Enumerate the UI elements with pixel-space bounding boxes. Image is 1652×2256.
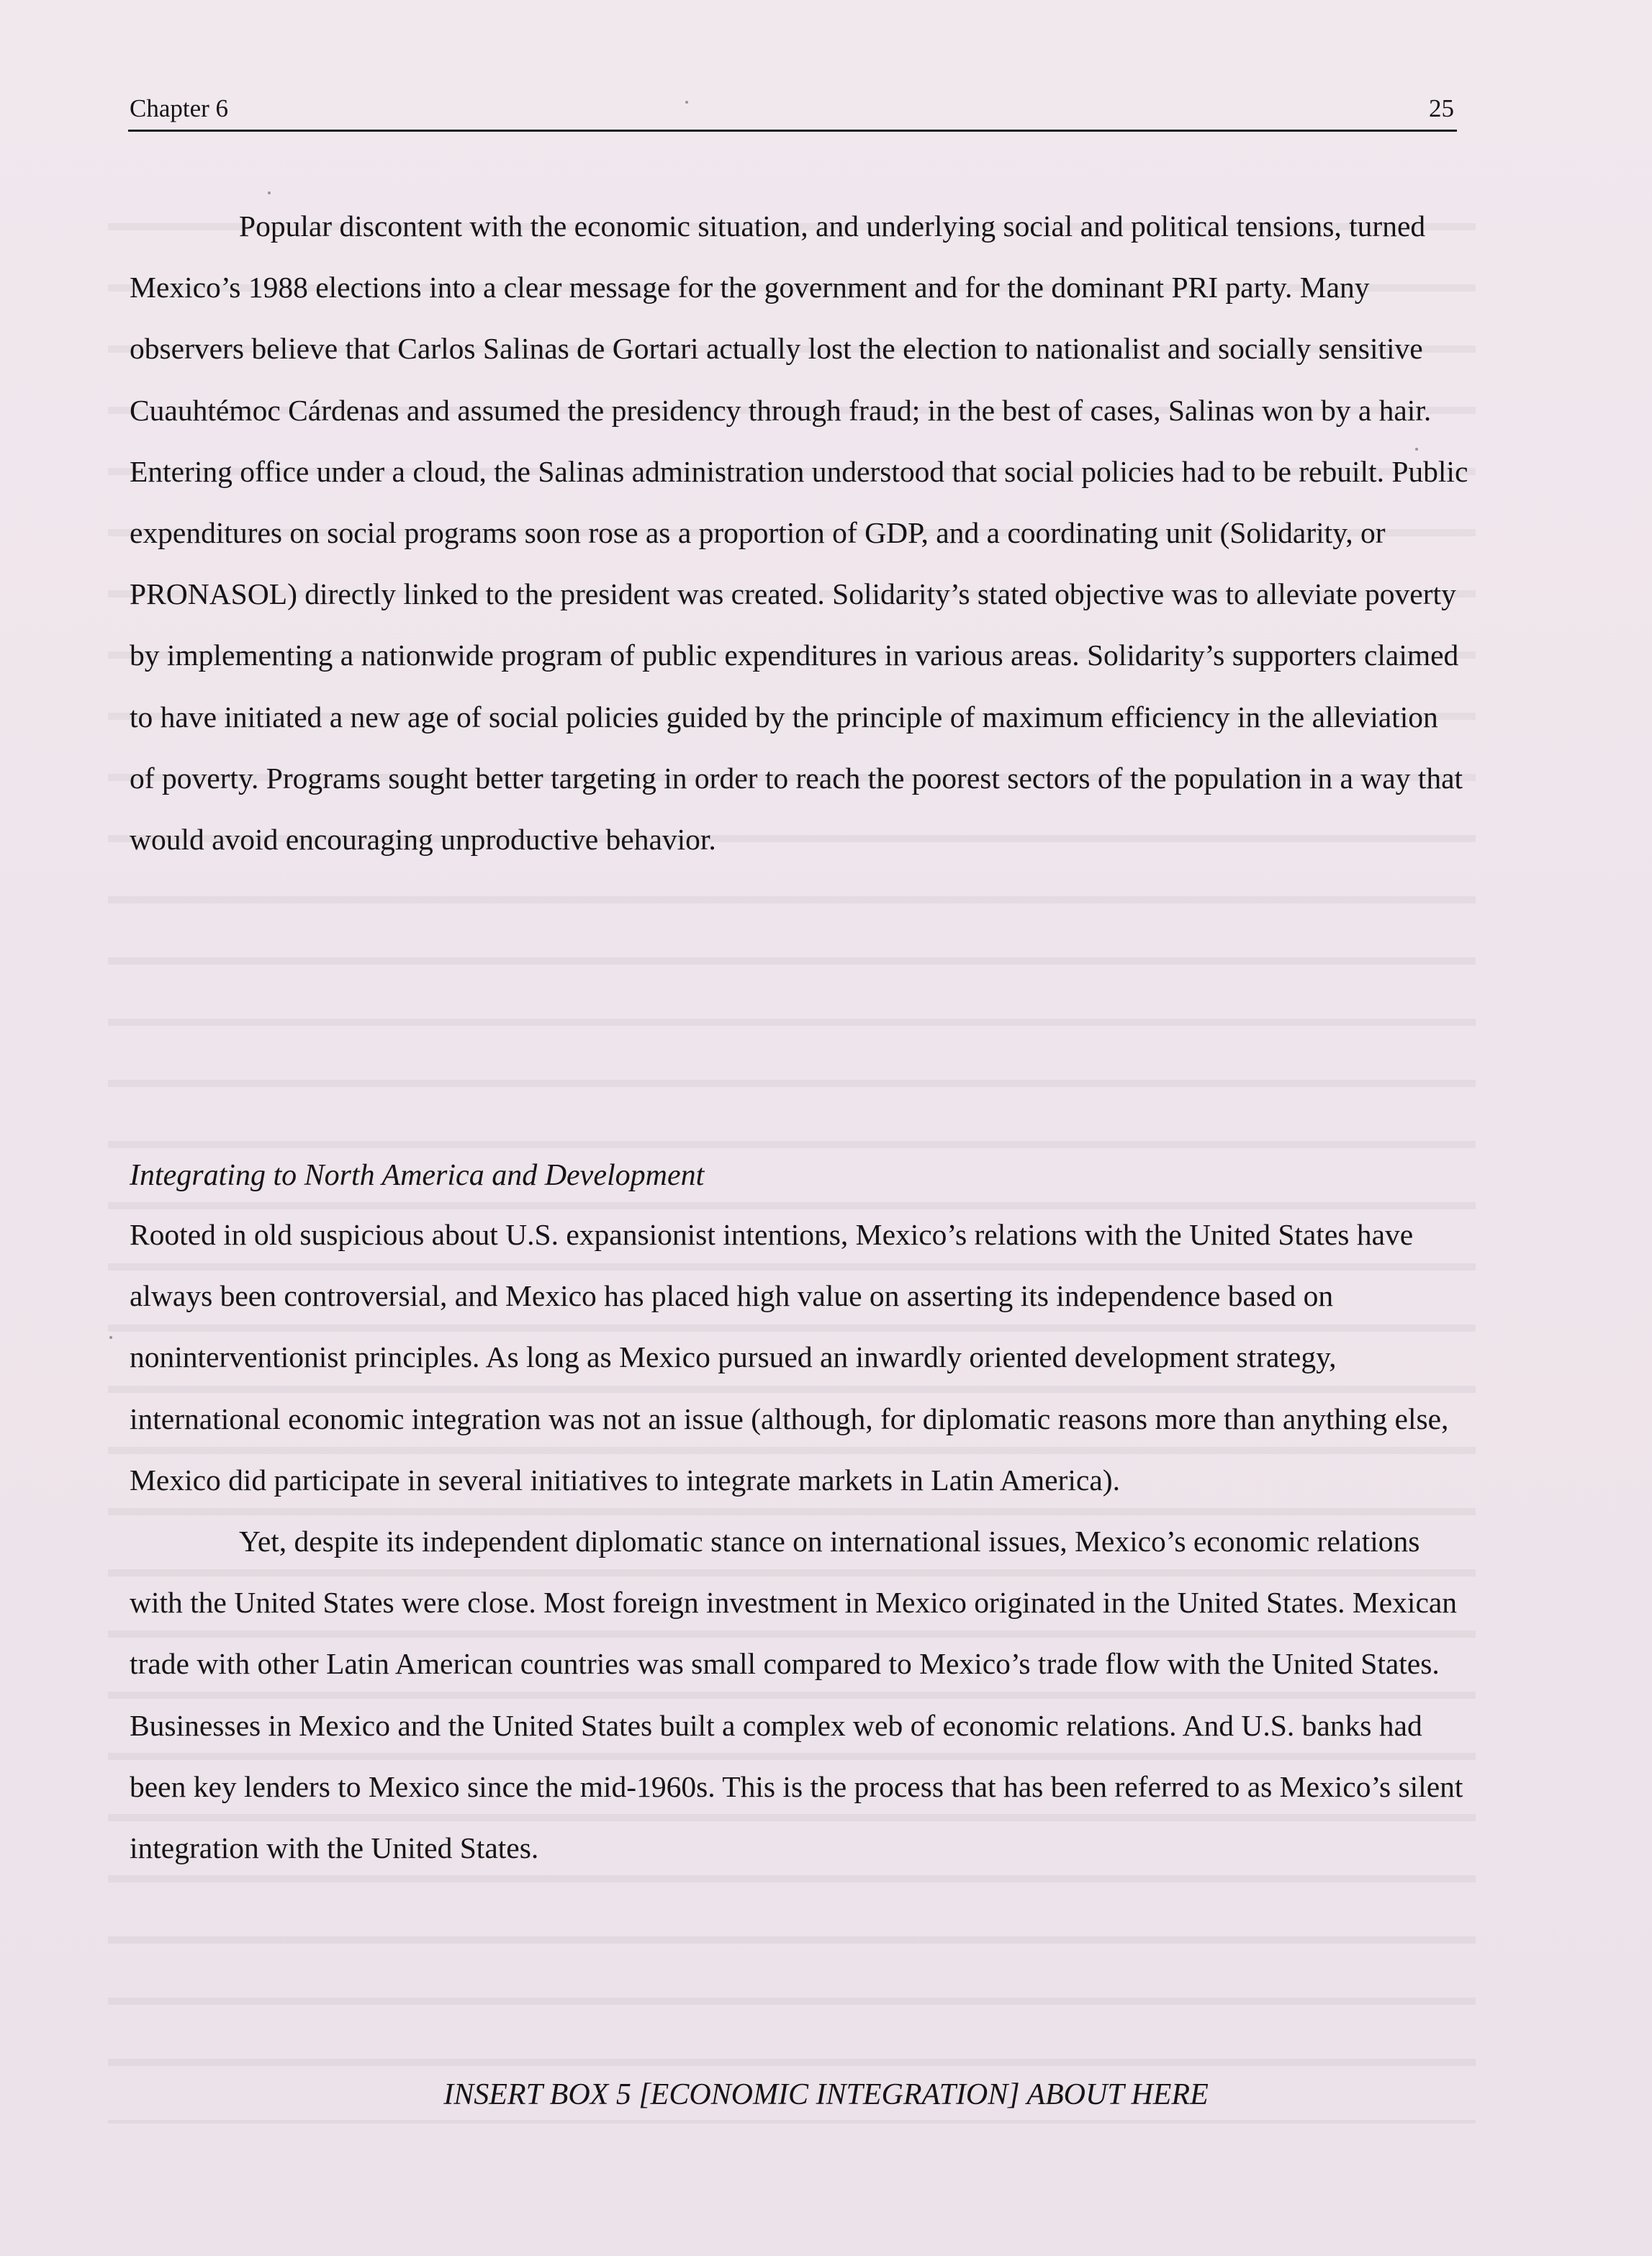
scan-speck (685, 101, 688, 104)
paragraph-economic-relations: Yet, despite its independent diplomatic stance on international issues, Mexico’s economic relations with the United States were close. Most foreign investment in Mexico originated in the United States. Mexican trade with other Latin American countries was small compared to Mexico’s trade flow with the United States. Businesses in Mexico and the United States built a complex web of economic relations. And U.S. banks had been key lenders to Mexico since the mid-1960s. This is the process that has been referred to as Mexico’s silent integration with the United States. (130, 1525, 1463, 1865)
body-section-1 (130, 196, 1468, 870)
scan-speck (109, 1336, 112, 1339)
scan-speck (1415, 448, 1418, 451)
insert-box-note: INSERT BOX 5 [ECONOMIC INTEGRATION] ABOUT HERE (443, 2078, 1209, 2111)
paragraph-salinas-solidarity: Popular discontent with the economic situation, and underlying social and political tensions, turned Mexico’s 1988 elections into a clear message for the government and for the dominant PRI party. Many observers believe that Carlos Salinas de Gortari actually lost the election to nationalist and socially sensitive Cuauhtémoc Cárdenas and assumed the presidency through fraud; in the best of cases, Salinas won by a hair. Entering office under a cloud, the Salinas administration understood that social policies had to be rebuilt. Public expenditures on social programs soon rose as a proportion of GDP, and a coordinating unit (Solidarity, or PRONASOL) directly linked to the president was created. Solidarity’s stated objective was to alleviate poverty by implementing a nationwide program of public expenditures in various areas. Solidarity’s supporters claimed to have initiated a new age of social policies guided by the principle of maximum efficiency in the alleviation of poverty. Programs sought better targeting in order to reach the poorest sectors of the population in a way that would avoid encouraging unproductive behavior. (130, 209, 1468, 857)
scan-speck (268, 191, 271, 194)
running-header (128, 92, 1457, 132)
chapter-label: Chapter 6 (130, 94, 229, 122)
body-section-2 (130, 1204, 1468, 1879)
page-number: 25 (1429, 94, 1454, 122)
section-heading: Integrating to North America and Development (130, 1159, 705, 1192)
paragraph-relations-us: Rooted in old suspicious about U.S. expansionist intentions, Mexico’s relations with the United States have always been controversial, and Mexico has placed high value on asserting its independence based on noninterventionist principles. As long as Mexico pursued an inwardly oriented development strategy, international economic integration was not an issue (although, for diplomatic reasons more than anything else, Mexico did participate in several initiatives to integrate markets in Latin America). (130, 1218, 1449, 1497)
